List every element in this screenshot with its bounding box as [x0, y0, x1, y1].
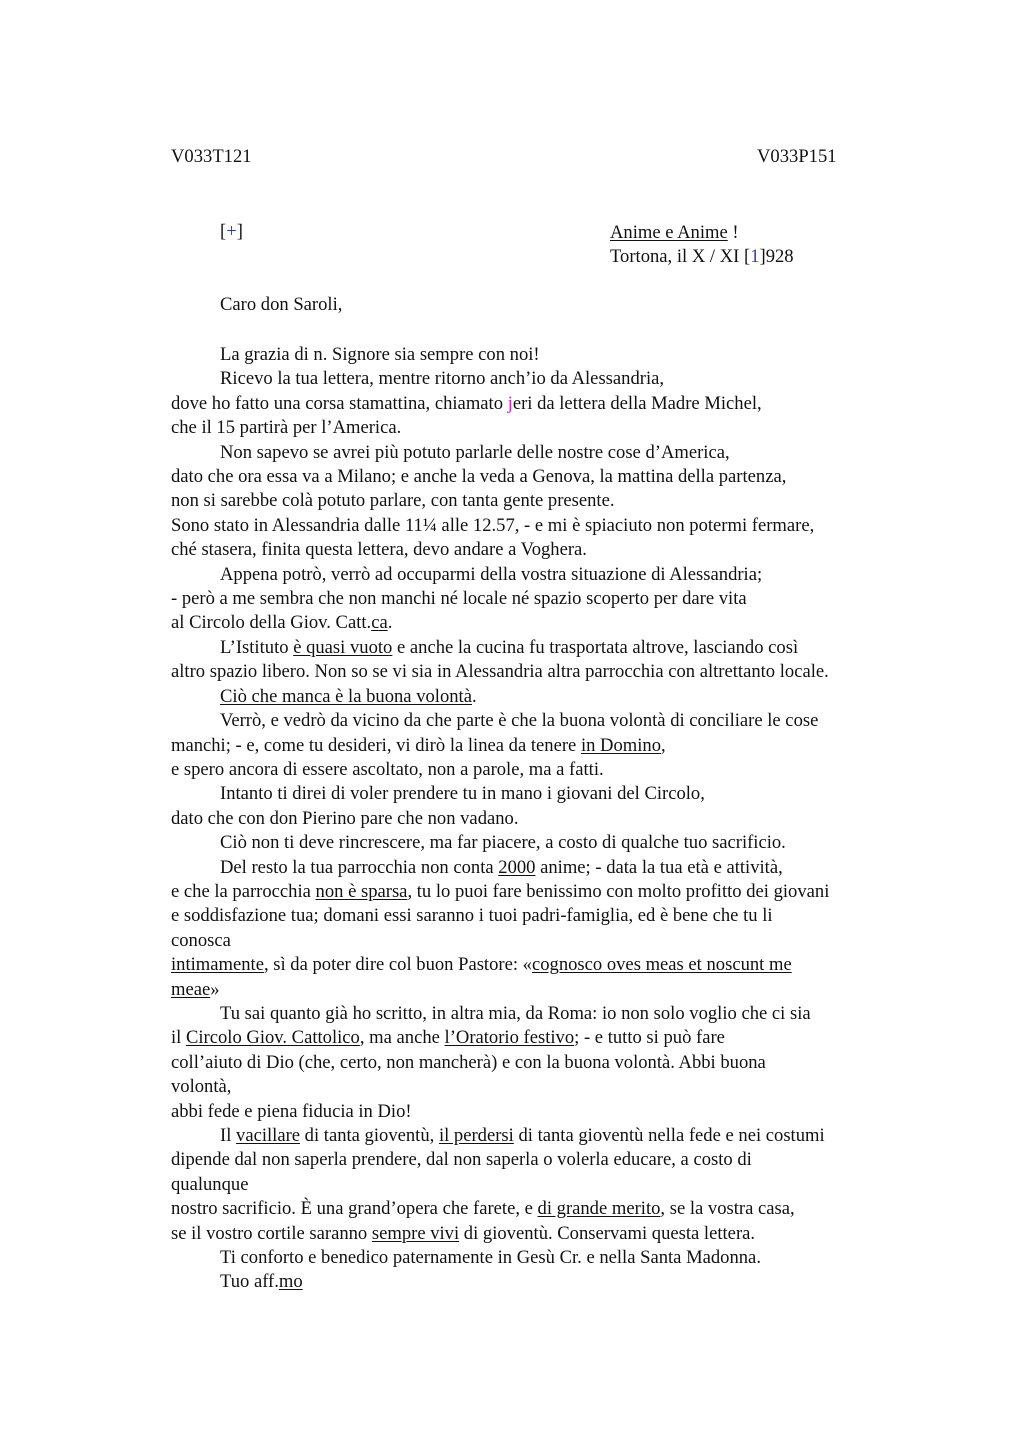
line-text: conosca [171, 929, 231, 951]
underlined-text: 2000 [498, 856, 536, 878]
line-text: Appena potrò, verrò ad occuparmi della vostra situazione di Alessandria; [220, 563, 763, 585]
letter-line [171, 343, 911, 367]
bracket-close: ] [236, 221, 243, 242]
line-text: abbi fede e piena fiducia in Dio! [171, 1100, 412, 1122]
letter-line [171, 904, 911, 928]
line-text: volontà, [171, 1076, 232, 1098]
letter-line [171, 856, 911, 880]
line-text: Ricevo la tua lettera, mentre ritorno anch’io da Alessandria, [220, 368, 665, 390]
letter-line [171, 1026, 911, 1050]
letter-line [171, 978, 911, 1002]
letter-line [171, 709, 911, 733]
letter-line [171, 880, 911, 904]
letter-line [171, 831, 911, 855]
letter-line [171, 758, 911, 782]
line-text: ; - e tutto si può fare [574, 1027, 725, 1049]
underlined-text: ca [371, 612, 388, 634]
letter-line [171, 538, 911, 562]
line-text: dove ho fatto una corsa stamattina, chiamato [171, 392, 508, 414]
letter-line [171, 953, 911, 977]
dateline-year-prefix: 1 [750, 246, 760, 268]
underlined-text: il perdersi [438, 1125, 514, 1146]
letter-line [171, 489, 911, 513]
underlined-text: intimamente [171, 954, 264, 976]
underlined-text: cognosco oves meas et noscunt me [531, 954, 792, 976]
underlined-text: è quasi vuoto [293, 636, 393, 658]
underlined-text: Circolo Giov. Cattolico [185, 1027, 360, 1049]
line-text: - però a me sembra che non manchi né locale né spazio scoperto per dare vita [171, 588, 747, 610]
line-text: ché stasera, finita questa lettera, devo andare a Voghera. [171, 539, 587, 561]
line-text: , [661, 734, 666, 756]
line-text: di gioventù. Conservami questa lettera. [459, 1222, 756, 1244]
line-text: Tu sai quanto già ho scritto, in altra mia, da Roma: io non solo voglio che ci sia [220, 1002, 811, 1024]
salutation: Caro don Saroli, [220, 294, 343, 315]
dateline-suffix: ]928 [759, 246, 794, 268]
line-text: e spero ancora di essere ascoltato, non a parole, ma a fatti. [171, 758, 604, 780]
letter-line [171, 660, 911, 684]
line-text: nostro sacrificio. È una grand’opera che farete, e [171, 1198, 538, 1220]
underlined-text: non è sparsa [315, 880, 408, 902]
letter-body [171, 343, 911, 1295]
underlined-text: di grande merito [537, 1198, 661, 1220]
line-text: altro spazio libero. Non so se vi sia in Alessandria altra parrocchia con altrettanto locale. [171, 661, 829, 683]
line-text: al Circolo della Giov. Catt. [171, 612, 372, 634]
letter-heading [610, 221, 794, 270]
line-text: che il 15 partirà per l’America. [171, 417, 402, 439]
line-text: » [210, 978, 220, 1000]
cross-icon: + [226, 221, 237, 242]
letter-line [171, 465, 911, 489]
underlined-text: Ciò che manca è la buona volontà [220, 685, 472, 707]
line-text: , ma anche [359, 1027, 445, 1049]
letter-line [171, 392, 911, 416]
line-text: non si sarebbe colà potuto parlare, con tanta gente presente. [171, 490, 615, 512]
line-text: j [507, 392, 513, 414]
letter-line [171, 1100, 911, 1124]
line-text: e soddisfazione tua; domani essi saranno i tuoi padri-famiglia, ed è bene che tu li [171, 905, 773, 927]
letter-line [171, 1075, 911, 1099]
letter-line [171, 1002, 911, 1026]
letter-line [171, 1197, 911, 1221]
line-text: Tuo aff. [220, 1271, 279, 1293]
line-text: dipende dal non saperla prendere, dal non saperla o volerla educare, a costo di [171, 1149, 752, 1171]
line-text: coll’aiuto di Dio (che, certo, non mancherà) e con la buona volontà. Abbi buona [171, 1051, 766, 1073]
line-text: Ti conforto e benedico paternamente in Gesù Cr. e nella Santa Madonna. [220, 1247, 761, 1269]
letter-line [171, 1051, 911, 1075]
cross-mark [220, 221, 243, 243]
line-text: La grazia di n. Signore sia sempre con noi! [220, 344, 540, 365]
letter-line [171, 929, 911, 953]
letter-line [171, 1173, 911, 1197]
letter-line [171, 514, 911, 538]
letter-line [171, 1222, 911, 1246]
letter-line [171, 1270, 911, 1294]
line-text: , tu lo puoi fare benissimo con molto profitto dei giovani [407, 880, 830, 902]
letter-line [171, 563, 911, 587]
line-text: e che la parrocchia [171, 880, 316, 902]
dateline-prefix: Tortona, il X / XI [ [610, 246, 751, 268]
letter-title [610, 221, 794, 245]
line-text: , se la vostra casa, [660, 1198, 795, 1220]
line-text: dato che ora essa va a Milano; e anche la veda a Genova, la mattina della partenza, [171, 466, 787, 488]
letter-line [171, 782, 911, 806]
line-text: di tanta gioventù, [300, 1125, 439, 1146]
letter-line [171, 416, 911, 440]
line-text: e anche la cucina fu trasportata altrove, lasciando così [392, 636, 799, 658]
letter-line [171, 807, 911, 831]
bracket-open: [ [220, 221, 227, 242]
line-text: Del resto la tua parrocchia non conta [220, 856, 499, 878]
letter-line [171, 611, 911, 635]
letter-line [171, 685, 911, 709]
dateline [610, 245, 794, 269]
line-text: Ciò non ti deve rincrescere, ma far piacere, a costo di qualche tuo sacrificio. [220, 832, 786, 854]
letter-line [171, 1246, 911, 1270]
letter-line [171, 587, 911, 611]
line-text: manchi; - e, come tu desideri, vi dirò la linea da tenere [171, 734, 581, 756]
line-text: qualunque [171, 1173, 249, 1195]
document-code-left: V033T121 [171, 146, 252, 167]
line-text: se il vostro cortile saranno [171, 1222, 372, 1244]
line-text: anime; - data la tua età e attività, [535, 856, 783, 878]
letter-line [171, 1124, 911, 1148]
line-text: il [171, 1027, 186, 1049]
line-text: Intanto ti direi di voler prendere tu in mano i giovani del Circolo, [220, 783, 705, 805]
title-mark: ! [727, 222, 739, 243]
underlined-text: mo [278, 1271, 303, 1293]
line-text: . [471, 685, 477, 707]
underlined-text: meae [171, 978, 211, 1000]
letter-line [171, 734, 911, 758]
underlined-text: in Domino [580, 734, 661, 756]
underlined-text: vacillare [236, 1125, 301, 1146]
underlined-text: sempre vivi [371, 1222, 460, 1244]
line-text: Sono stato in Alessandria dalle 11¼ alle 12.57, - e mi è spiaciuto non potermi fermare, [171, 514, 815, 536]
line-text: , sì da poter dire col buon Pastore: « [263, 954, 532, 976]
title-text: Anime e Anime [610, 222, 728, 243]
document-code-right: V033P151 [757, 146, 837, 167]
line-text: L’Istituto [220, 636, 294, 658]
line-text: Il [220, 1125, 237, 1146]
underlined-text: l’Oratorio festivo [444, 1027, 575, 1049]
line-text: Non sapevo se avrei più potuto parlarle delle nostre cose d’America, [220, 441, 730, 463]
letter-line [171, 636, 911, 660]
letter-line [171, 1148, 911, 1172]
line-text: eri da lettera della Madre Michel, [512, 392, 762, 414]
line-text: dato che con don Pierino pare che non vadano. [171, 807, 519, 829]
line-text: . [387, 612, 393, 634]
line-text: Verrò, e vedrò da vicino da che parte è che la buona volontà di conciliare le cose [220, 710, 819, 732]
line-text: di tanta gioventù nella fede e nei costumi [513, 1125, 825, 1146]
letter-line [171, 441, 911, 465]
letter-line [171, 367, 911, 391]
